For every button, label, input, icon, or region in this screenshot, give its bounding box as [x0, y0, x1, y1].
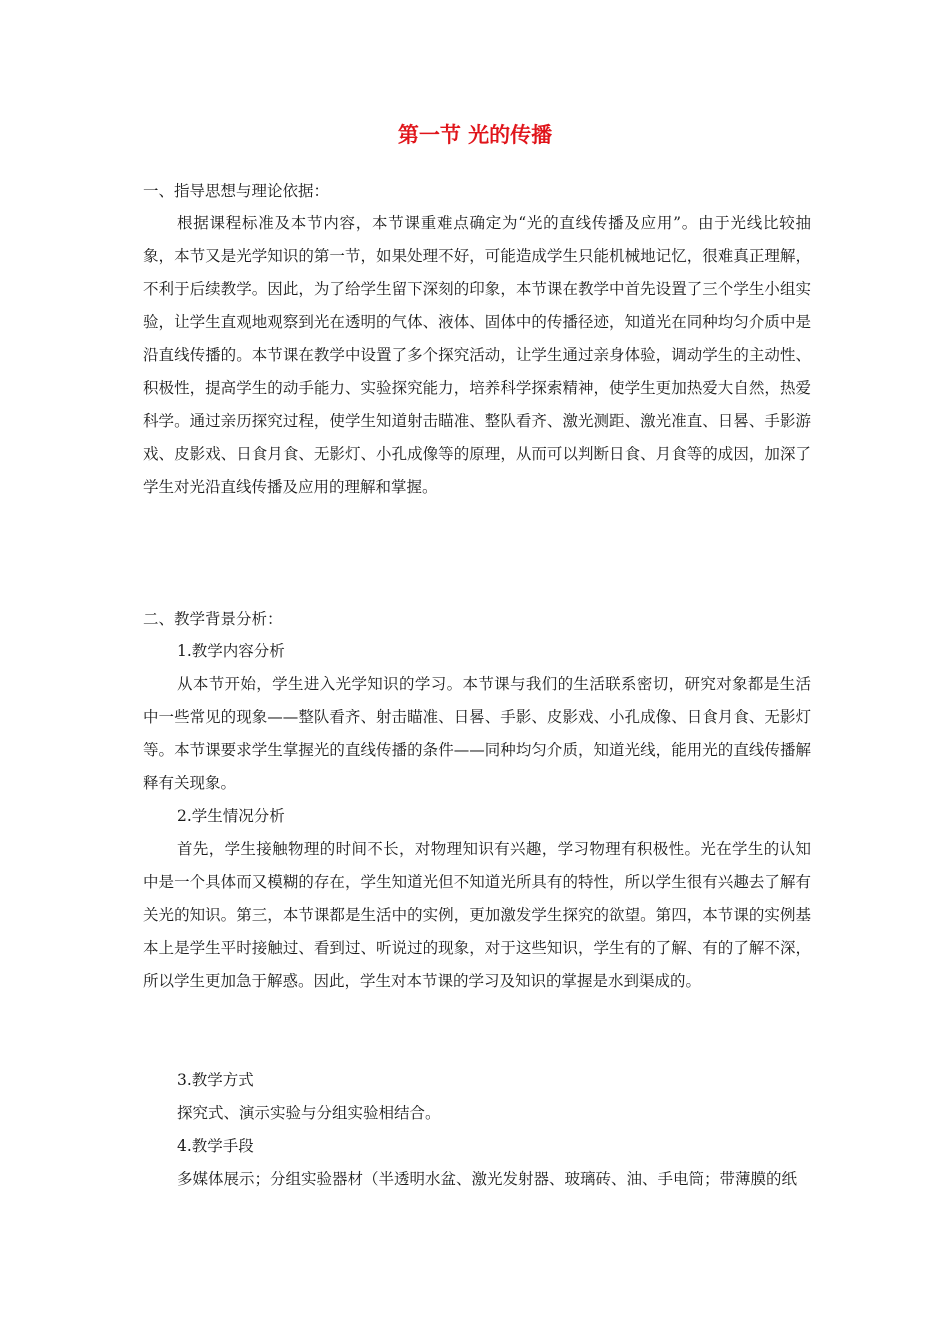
paragraph-content-analysis: 从本节开始，学生进入光学知识的学习。本节课与我们的生活联系密切，研究对象都是生活中一些常见的现象——整队看齐、射击瞄准、日晷、手影、皮影戏、小孔成像、日食月食、无影灯等。本节课要求学生掌握光的直线传播的条件——同种均匀介质，知道光线，能用光的直线传播解释有关现象。 — [143, 675, 811, 792]
subheading-student-analysis: 2.学生情况分析 — [177, 807, 285, 825]
paragraph-teaching-method: 探究式、演示实验与分组实验相结合。 — [177, 1104, 441, 1122]
paragraph-teaching-means: 多媒体展示；分组实验器材（半透明水盆、激光发射器、玻璃砖、油、手电筒；带薄膜的纸 — [177, 1170, 798, 1188]
subheading-teaching-method: 3.教学方式 — [177, 1071, 254, 1089]
subheading-content-analysis: 1.教学内容分析 — [177, 642, 285, 660]
paragraph-student-analysis: 首先，学生接触物理的时间不长，对物理知识有兴趣，学习物理有积极性。光在学生的认知中是一个具体而又模糊的存在，学生知道光但不知道光所具有的特性，所以学生很有兴趣去了解有关光的知识。第三，本节课都是生活中的实例，更加激发学生探究的欲望。第四，本节课的实例基本上是学生平时接触过、看到过、听说过的现象，对于这些知识，学生有的了解、有的了解不深，所以学生更加急于解惑。因此，学生对本节课的学习及知识的掌握是水到渠成的。 — [143, 840, 811, 990]
document-title: 第一节 光的传播 — [397, 123, 553, 147]
document-body — [143, 175, 811, 1196]
section-heading-guiding-ideas: 一、指导思想与理论依据： — [143, 182, 330, 200]
section-heading-background: 二、教学背景分析： — [143, 610, 283, 628]
subheading-teaching-means: 4.教学手段 — [177, 1137, 254, 1155]
paragraph-guiding-ideas: 根据课程标准及本节内容，本节课重难点确定为“光的直线传播及应用”。由于光线比较抽象，本节又是光学知识的第一节，如果处理不好，可能造成学生只能机械地记忆，很难真正理解，不利于后续教学。因此，为了给学生留下深刻的印象，本节课在教学中首先设置了三个学生小组实验，让学生直观地观察到光在透明的气体、液体、固体中的传播径迹，知道光在同种均匀介质中是沿直线传播的。本节课在教学中设置了多个探究活动，让学生通过亲身体验，调动学生的主动性、积极性，提高学生的动手能力、实验探究能力，培养科学探索精神，使学生更加热爱大自然，热爱科学。通过亲历探究过程，使学生知道射击瞄准、整队看齐、激光测距、激光准直、日晷、手影游戏、皮影戏、日食月食、无影灯、小孔成像等的原理，从而可以判断日食、月食等的成因，加深了学生对光沿直线传播及应用的理解和掌握。 — [143, 214, 811, 496]
